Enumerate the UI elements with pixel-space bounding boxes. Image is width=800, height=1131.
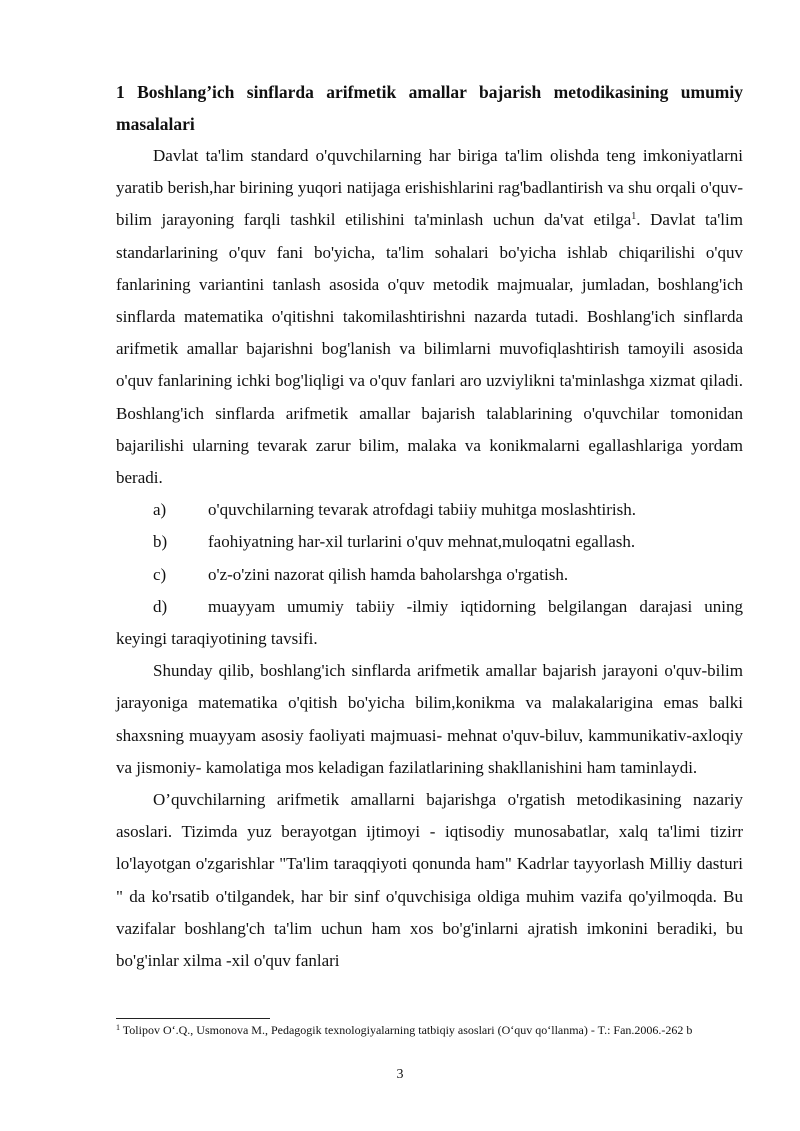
list-item (116, 494, 743, 526)
list-marker: b) (153, 532, 168, 552)
footnote (116, 1022, 743, 1039)
paragraph-text: Davlat ta'lim standard o'quvchilarning har biriga ta'lim olishda teng imkoniyatlarni yaratib berish,har birining yuqori natijaga erishishlarini rag'badlantirish va shu orqali o'quv- bilim jarayoning farqli tashkil etilishini ta'minlash uchun da'vat etilga (116, 146, 743, 230)
section-heading: 1 Boshlang’ich sinflarda arifmetik amallar bajarish metodikasining umumiy masalalari (116, 82, 743, 134)
list-marker: c) (153, 564, 167, 584)
list-item-text: o'z-o'zini nazorat qilish hamda baholarshga o'rgatish. (208, 564, 569, 584)
page-number: 3 (396, 1067, 404, 1082)
footnote-reference[interactable]: 1 (631, 211, 637, 223)
list-item (116, 526, 743, 558)
list-item (116, 559, 743, 591)
footnote-separator (116, 1018, 270, 1019)
list-marker: a) (153, 500, 167, 520)
list-marker: d) (153, 596, 168, 616)
paragraph: Shunday qilib, boshlang'ich sinflarda arifmetik amallar bajarish jarayoni o'quv-bilim jarayoniga matematika o'qitish bo'yicha bilim,konikma va malakalarigina emas balki shaxsning muayyam asosiy faoliyati majmuasi- mehnat o'quv-biluv, kammunikativ-axloqiy va jismoniy- kamolatiga mos keladigan fazilatlarining shakllanishini ham taminlaydi. (116, 661, 743, 777)
list-item-text: o'quvchilarning tevarak atrofdagi tabiiy muhitga moslashtirish. (208, 500, 636, 520)
page-body (116, 76, 743, 977)
paragraph-text-continued: . Davlat ta'lim standarlarining o'quv fani bo'yicha, ta'lim sohalari bo'yicha ishlab chiqarilishi o'quv fanlarining variantini tanlash asosida o'quv metodik majmualar, jumladan, boshlang'ich sinflarda matematika o'qitishni takomilashtirishni nazarda tutadi. Boshlang'ich sinflarda arifmetik amallar bajarishni bog'lanish va bilimlarni muvofiqlashtirish tamoyili asosida o'quv fanlarining ichki bog'liqligi va o'quv fanlari aro uzviylikni ta'minlashga xizmat qiladi. Boshlang'ich sinflarda arifmetik amallar bajarish talablarining o'quvchilar tomonidan bajarilishi ularning tevarak zarur bilim, malaka va konikmalarni egallashlariga yordam beradi. (116, 210, 743, 488)
paragraph: O’quvchilarning arifmetik amallarni bajarishga o'rgatish metodikasining nazariy asoslari. Tizimda yuz berayotgan ijtimoyi - iqtisodiy munosabatlar, xalq ta'limi tizirr lo'layotgan o'zgarishlar "Ta'lim taraqqiyoti qonunda ham" Kadrlar tayyorlash Milliy dasturi " da ko'rsatib o'tilgandek, har bir sinf o'quvchisiga oldiga muhim vazifa qo'yilmoqda. Bu vazifalar boshlang'ch ta'lim uchun ham xos bo'g'inlarni ajratish imkonini beradiki, bu bo'g'inlar xilma -xil o'quv fanlari (116, 790, 743, 971)
footnote-marker: 1 (116, 1023, 120, 1032)
list-item-text: faohiyatning har-xil turlarini o'quv mehnat,muloqatni egallash. (208, 532, 636, 552)
paragraph (116, 140, 743, 494)
list-item (116, 591, 743, 655)
footnote-text: Tolipov O‘.Q., Usmonova M., Pedagogik texnologiyalarning tatbiqiy asoslari (O‘quv qo‘llanma) - T.: Fan.2006.-262 b (122, 1023, 693, 1037)
list-item-text: muayyam umumiy tabiiy -ilmiy iqtidorning belgilangan darajasi uning keyingi taraqiyotining tavsifi. (116, 596, 743, 649)
